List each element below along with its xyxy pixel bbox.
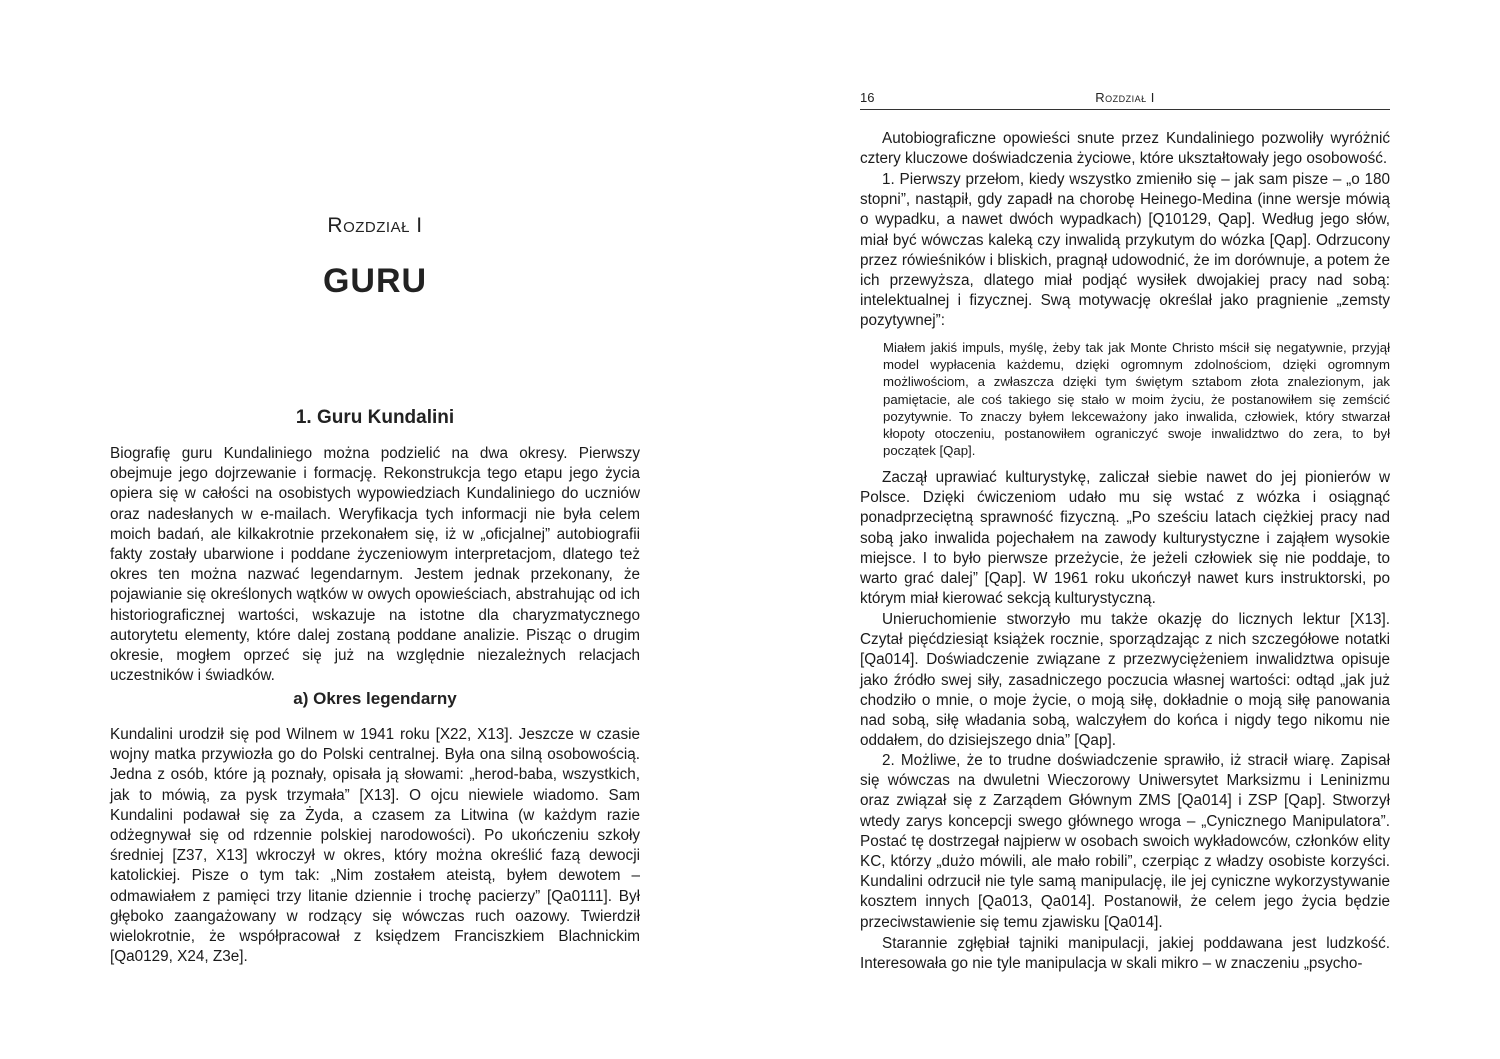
block-quote: Miałem jakiś impuls, myślę, żeby tak jak Monte Christo mścił się negatywnie, przyjął model wypłacenia każdemu, dzięki ogromnym zdolnościom, dzięki ogromnym możliwościom, a zwłaszcza dzięki tym świętym sztabom złota znalezionym, jak pamiętacie, ale coś takiego się stało w moim życiu, że postanowiłem się zemścić pozytywnie. To znaczy byłem lekceważony jako inwalida, człowiek, który stwarzał kłopoty otoczeniu, postanowiłem ograniczyć swoje inwalidztwo do zera, to był początek [Qap]. bbox=[883, 340, 1390, 459]
body-paragraph: Kundalini urodził się pod Wilnem w 1941 roku [X22, X13]. Jeszcze w czasie wojny matka przywiozła go do Polski centralnej. Była ona silną osobowością. Jedna z osób, które ją poznały, opisała ją słowami: „herod-baba, wszystkich, jak to mówią, za pysk trzymała” [X13]. O ojcu niewiele wiadomo. Sam Kundalini podawał się za Żyda, a czasem za Litwina (w każdym razie odżegnywał się od rdzennie polskiej narodowości). Po ukończeniu szkoły średniej [Z37, X13] wkroczył w okres, który można określić fazą dewocji katolickiej. Pisze o tym tak: „Nim zostałem ateistą, byłem dewotem – odmawiałem z pamięci trzy litanie dziennie i trochę pacierzy” [Qa0111]. Był głęboko zaangażowany w rodzący się wówczas ruch oazowy. Twierdził wielokrotnie, że współpracował z księdzem Franciszkiem Blachnickim [Qa0129, X24, Z3e]. bbox=[110, 726, 640, 966]
body-paragraph: 1. Pierwszy przełom, kiedy wszystko zmieniło się – jak sam pisze – „o 180 stopni”, nastąpił, gdy zapadł na chorobę Heinego-Medina (inne wersje mówią o wypadku, a nawet dwóch wypadkach) [Q10129, Qap]. Według jego słów, miał być wówczas kaleką czy inwalidą przykutym do wózka [Qap]. Odrzucony przez rówieśników i bliskich, pragnął udowodnić, że im dorównuje, a potem że ich przewyższa, dlatego miał podjąć wysiłek dwojakiej pracy nad sobą: intelektualnej i fizycznej. Swą motywację określał jako pragnienie „zemsty pozytywnej”: bbox=[860, 171, 1390, 330]
page-number: 16 bbox=[860, 90, 875, 105]
body-paragraph: Zaczął uprawiać kulturystykę, zaliczał siebie nawet do jej pionierów w Polsce. Dzięki ćwiczeniom udało mu się wstać z wózka i osiągnąć ponadprzeciętną sprawność fizyczną. „Po sześciu latach ciężkiej pracy nad sobą jako inwalida pojechałem na zawody kulturystyczne i zająłem wysokie miejsce. I to było pierwsze przeżycie, że jeżeli człowiek się nie poddaje, to warto grać dalej” [Qap]. W 1961 roku ukończył nawet kurs instruktorski, po którym miał kierować sekcją kulturystyczną. bbox=[860, 469, 1390, 608]
subsection-heading: a) Okres legendarny bbox=[293, 689, 457, 708]
chapter-title: GURU bbox=[322, 262, 428, 300]
right-page bbox=[750, 0, 1500, 1059]
body-paragraph: Biografię guru Kundaliniego można podzielić na dwa okresy. Pierwszy obejmuje jego dojrzewanie i formację. Rekonstrukcja tego etapu jego życia opiera się w całości na osobistych wypowiedziach Kundaliniego do uczniów oraz nadesłanych w e-mailach. Weryfikacja tych informacji nie była celem moich badań, ale kilkakrotnie przekonałem się, iż w „oficjalnej” autobiografii fakty zostały ubarwione i poddane życzeniowym interpretacjom, dlatego też okres ten można nazwać legendarnym. Jestem jednak przekonany, że pojawianie się określonych wątków w owych opowieściach, abstrahując od ich historiograficznej wartości, wskazuje na istotne dla charyzmatycznego autorytetu elementy, które dalej zostaną poddane analizie. Pisząc o drugim okresie, mogłem oprzeć się już na względnie niezależnych relacjach uczestników i świadków. bbox=[110, 445, 640, 685]
body-paragraph: Starannie zgłębiał tajniki manipulacji, jakiej poddawana jest ludzkość. Interesowała go nie tyle manipulacja w skali mikro – w znaczeniu „psycho- bbox=[860, 935, 1390, 973]
running-header-title: Rozdział I bbox=[1095, 90, 1155, 105]
section-heading: 1. Guru Kundalini bbox=[295, 407, 455, 428]
body-paragraph: Autobiograficzne opowieści snute przez Kundaliniego pozwoliły wyróżnić cztery kluczowe doświadczenia życiowe, które ukształtowały jego osobowość. bbox=[860, 130, 1390, 168]
chapter-label: Rozdział I bbox=[327, 214, 423, 237]
body-paragraph: Unieruchomienie stworzyło mu także okazję do licznych lektur [X13]. Czytał pięćdziesiąt książek rocznie, sporządzając z nich szczegółowe notatki [Qa014]. Doświadczenie związane z przezwyciężeniem inwalidztwa opisuje jako źródło swej siły, zasadniczego poczucia własnej wartości: odtąd „jak już chodziło o mnie, o moje życie, o moją siłę, dokładnie o moją siłę panowania nad sobą, siłę władania sobą, walczyłem do końca i nigdy tego nikomu nie oddałem, do dzisiejszego dnia” [Qap]. bbox=[860, 611, 1390, 750]
running-header bbox=[860, 89, 1390, 110]
body-paragraph: 2. Możliwe, że to trudne doświadczenie sprawiło, iż stracił wiarę. Zapisał się wówczas na dwuletni Wieczorowy Uniwersytet Marksizmu i Leninizmu oraz związał się z Zarządem Głównym ZMS [Qa014] i ZSP [Qap]. Stworzył wtedy zarys koncepcji swego głównego wroga – „Cynicznego Manipulatora”. Postać tę dostrzegał najpierw w osobach swoich wykładowców, członków elity KC, którzy „dużo mówili, ale mało robili”, czerpiąc z władzy osobiste korzyści. Kundalini odrzucił nie tyle samą manipulację, ile jej cyniczne wykorzystywanie kosztem innych [Qa013, Qa014]. Postanowił, że celem jego życia będzie przeciwstawienie się temu zjawisku [Qa014]. bbox=[860, 752, 1390, 931]
